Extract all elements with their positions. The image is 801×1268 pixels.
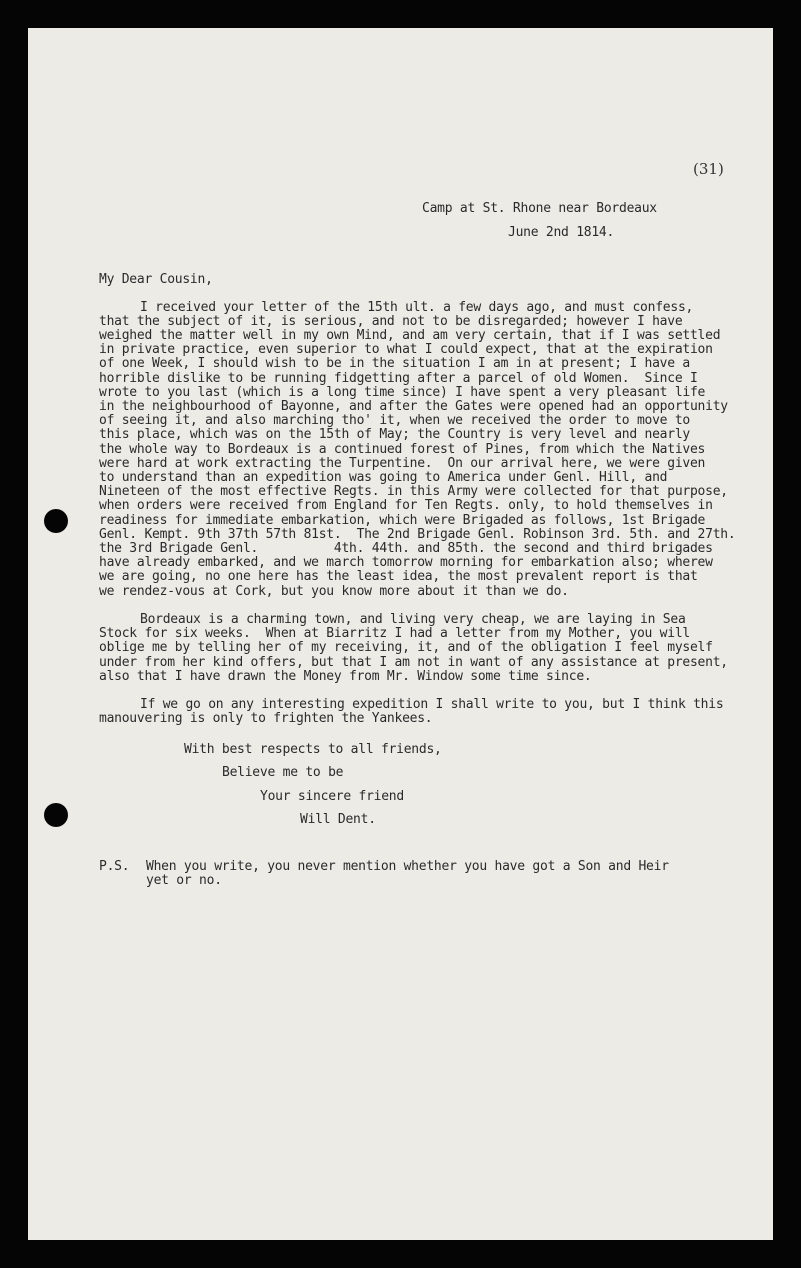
postscript-line: When you write, you never mention whether you have got a Son and Heir <box>146 859 669 874</box>
salutation: My Dear Cousin, <box>99 272 213 287</box>
body-line: Stock for six weeks. When at Biarritz I had a letter from my Mother, you will <box>99 626 690 641</box>
body-line: we rendez-vous at Cork, but you know more about it than we do. <box>99 584 569 599</box>
body-line: Genl. Kempt. 9th 37th 57th 81st. The 2nd Brigade Genl. Robinson 3rd. 5th. and 27th. <box>99 527 736 542</box>
closing-line: Believe me to be <box>222 765 344 780</box>
body-line: Nineteen of the most effective Regts. in this Army were collected for that purpose, <box>99 484 728 499</box>
body-line: in the neighbourhood of Bayonne, and after the Gates were opened had an opportunity <box>99 399 728 414</box>
body-line: the whole way to Bordeaux is a continued forest of Pines, from which the Natives <box>99 442 706 457</box>
body-line: when orders were received from England for Ten Regts. only, to hold themselves in <box>99 498 713 513</box>
punch-hole-top <box>44 509 68 533</box>
closing-line: With best respects to all friends, <box>184 742 442 757</box>
postscript-line: yet or no. <box>146 873 222 888</box>
letter-place: Camp at St. Rhone near Bordeaux <box>422 201 657 216</box>
body-line: of seeing it, and also marching tho' it, when we received the order to move to <box>99 413 690 428</box>
body-line: in private practice, even superior to what I could expect, that at the expiration <box>99 342 713 357</box>
body-line: also that I have drawn the Money from Mr. Window some time since. <box>99 669 592 684</box>
punch-hole-bottom <box>44 803 68 827</box>
body-line: weighed the matter well in my own Mind, and am very certain, that if I was settled <box>99 328 721 343</box>
body-line: I received your letter of the 15th ult. a few days ago, and must confess, <box>140 300 694 315</box>
body-line: readiness for immediate embarkation, which were Brigaded as follows, 1st Brigade <box>99 513 706 528</box>
body-line: wrote to you last (which is a long time since) I have spent a very pleasant life <box>99 385 706 400</box>
body-line: If we go on any interesting expedition I shall write to you, but I think this <box>140 697 724 712</box>
page-number: (31) <box>693 160 724 178</box>
signature: Will Dent. <box>300 812 376 827</box>
body-line: of one Week, I should wish to be in the situation I am in at present; I have a <box>99 356 690 371</box>
body-line: Bordeaux is a charming town, and living very cheap, we are laying in Sea <box>140 612 686 627</box>
body-line: oblige me by telling her of my receiving, it, and of the obligation I feel myself <box>99 640 713 655</box>
body-line: to understand than an expedition was going to America under Genl. Hill, and <box>99 470 668 485</box>
body-line: have already embarked, and we march tomorrow morning for embarkation also; wherew <box>99 555 713 570</box>
body-line: that the subject of it, is serious, and not to be disregarded; however I have <box>99 314 683 329</box>
body-line: the 3rd Brigade Genl. 4th. 44th. and 85th. the second and third brigades <box>99 541 713 556</box>
body-line: this place, which was on the 15th of May; the Country is very level and nearly <box>99 427 690 442</box>
closing-line: Your sincere friend <box>260 789 404 804</box>
letter-date: June 2nd 1814. <box>508 225 615 240</box>
body-line: horrible dislike to be running fidgetting after a parcel of old Women. Since I <box>99 371 698 386</box>
body-line: manouvering is only to frighten the Yankees. <box>99 711 433 726</box>
body-line: under from her kind offers, but that I am not in want of any assistance at present, <box>99 655 728 670</box>
body-line: we are going, no one here has the least idea, the most prevalent report is that <box>99 569 698 584</box>
postscript-label: P.S. <box>99 859 130 874</box>
body-line: were hard at work extracting the Turpentine. On our arrival here, we were given <box>99 456 706 471</box>
